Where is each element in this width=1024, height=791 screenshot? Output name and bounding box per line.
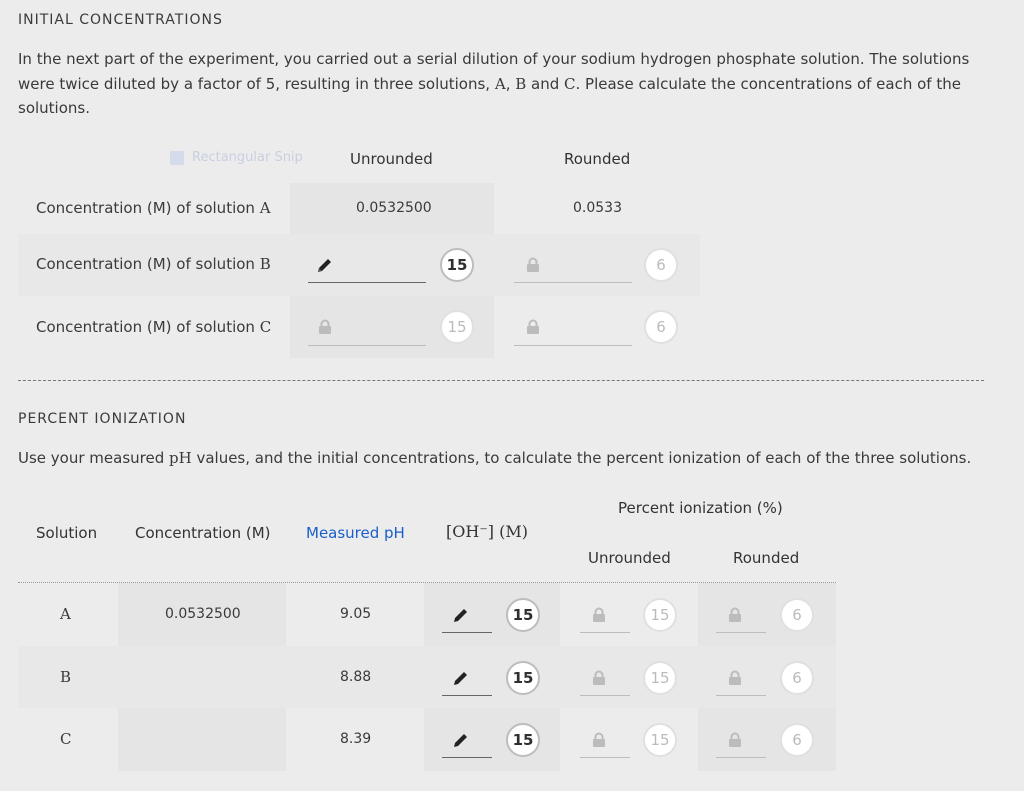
paragraph-line: solutions. xyxy=(18,99,90,117)
solution-letter: A xyxy=(259,199,271,217)
percent-b-rounded-input xyxy=(716,695,766,696)
lock-icon xyxy=(590,606,608,624)
col-header-unrounded: Unrounded xyxy=(350,150,433,168)
col-header-unrounded: Unrounded xyxy=(588,549,671,567)
sig-fig-badge: 15 xyxy=(506,661,540,695)
pencil-icon[interactable] xyxy=(452,731,470,749)
col-header-hydroxide: [OH⁻] (M) xyxy=(446,522,528,541)
solution-letter: C xyxy=(564,74,576,93)
solution-letter: B xyxy=(259,255,271,273)
solution-a-rounded-value: 0.0533 xyxy=(573,200,622,216)
paragraph-line: In the next part of the experiment, you carried out a serial dilution of your sodium hydrogen phosphate solution. The solutions xyxy=(18,50,970,68)
col-header-solution: Solution xyxy=(36,524,98,542)
paragraph-text: , xyxy=(505,74,516,93)
paragraph-text: were twice diluted by a factor of 5, resulting in three solutions, xyxy=(18,74,495,93)
percent-c-unrounded-input xyxy=(580,757,630,758)
paragraph-line xyxy=(18,72,988,97)
instructions-paragraph xyxy=(18,446,988,471)
solution-b-rounded-input xyxy=(514,282,632,283)
solution-letter: B xyxy=(515,74,527,93)
sig-fig-badge: 15 xyxy=(643,723,677,757)
solution-b-unrounded-input[interactable] xyxy=(308,282,426,283)
paragraph-text: Use your measured xyxy=(18,449,169,467)
pencil-icon[interactable] xyxy=(316,256,334,274)
section-divider xyxy=(18,380,984,381)
col-header-percent-ionization: Percent ionization (%) xyxy=(618,499,783,517)
pencil-icon[interactable] xyxy=(452,606,470,624)
oh-a-input[interactable] xyxy=(442,632,492,633)
sig-fig-badge: 15 xyxy=(643,598,677,632)
sig-fig-badge: 6 xyxy=(780,598,814,632)
col-header-measured-ph[interactable]: Measured pH xyxy=(306,524,405,542)
sig-fig-badge: 15 xyxy=(440,310,474,344)
row-label-text: Concentration (M) of solution xyxy=(36,318,260,336)
sig-fig-badge: 15 xyxy=(643,661,677,695)
row-solution-c: C xyxy=(60,730,72,748)
oh-c-input[interactable] xyxy=(442,757,492,758)
solution-letter: C xyxy=(259,318,272,336)
sig-fig-badge: 6 xyxy=(780,723,814,757)
lock-icon xyxy=(590,731,608,749)
solution-a-unrounded-value: 0.0532500 xyxy=(356,200,432,216)
sig-fig-badge: 6 xyxy=(780,661,814,695)
sig-fig-badge: 15 xyxy=(506,723,540,757)
lock-icon xyxy=(726,731,744,749)
percent-a-rounded-input xyxy=(716,632,766,633)
percent-b-unrounded-input xyxy=(580,695,630,696)
row-label-solution-a xyxy=(36,199,271,217)
row-solution-b: B xyxy=(60,668,72,686)
row-label-solution-b xyxy=(36,255,271,273)
paragraph-text: and xyxy=(526,74,565,93)
ghost-tooltip-text: Rectangular Snip xyxy=(192,150,303,165)
ph-c-value: 8.39 xyxy=(340,731,372,747)
col-header-rounded: Rounded xyxy=(564,150,631,168)
pencil-icon[interactable] xyxy=(452,669,470,687)
sig-fig-badge: 6 xyxy=(644,310,678,344)
col-header-concentration: Concentration (M) xyxy=(135,524,271,542)
row-label-text: Concentration (M) of solution xyxy=(36,255,260,273)
lock-icon xyxy=(524,318,542,336)
percent-c-rounded-input xyxy=(716,757,766,758)
sig-fig-badge: 15 xyxy=(440,248,474,282)
row-solution-a: A xyxy=(60,605,71,623)
paragraph-text: . Please calculate the concentrations of each of the xyxy=(575,74,961,93)
oh-b-input[interactable] xyxy=(442,695,492,696)
ghost-tooltip xyxy=(170,150,303,165)
ph-symbol: pH xyxy=(169,449,192,467)
ph-b-value: 8.88 xyxy=(340,669,372,685)
solution-letter: A xyxy=(494,74,506,93)
sig-fig-badge: 15 xyxy=(506,598,540,632)
percent-a-unrounded-input xyxy=(580,632,630,633)
row-label-solution-c xyxy=(36,318,271,336)
table-divider xyxy=(18,582,836,583)
section-heading-initial-concentrations: INITIAL CONCENTRATIONS xyxy=(18,12,223,28)
row-label-text: Concentration (M) of solution xyxy=(36,199,260,217)
col-header-rounded: Rounded xyxy=(733,549,800,567)
row-b-bg xyxy=(18,646,836,708)
solution-c-rounded-input xyxy=(514,345,632,346)
lock-icon xyxy=(316,318,334,336)
lock-icon xyxy=(726,669,744,687)
paragraph-text: values, and the initial concentrations, to calculate the percent ionization of each of the three solutions. xyxy=(191,449,972,467)
sig-fig-badge: 6 xyxy=(644,248,678,282)
instructions-paragraph xyxy=(18,47,988,121)
ph-a-value: 9.05 xyxy=(340,606,372,622)
solution-c-unrounded-input xyxy=(308,345,426,346)
lock-icon xyxy=(590,669,608,687)
lock-icon xyxy=(524,256,542,274)
section-heading-percent-ionization: PERCENT IONIZATION xyxy=(18,411,187,427)
concentration-a-value: 0.0532500 xyxy=(165,606,241,622)
lock-icon xyxy=(726,606,744,624)
